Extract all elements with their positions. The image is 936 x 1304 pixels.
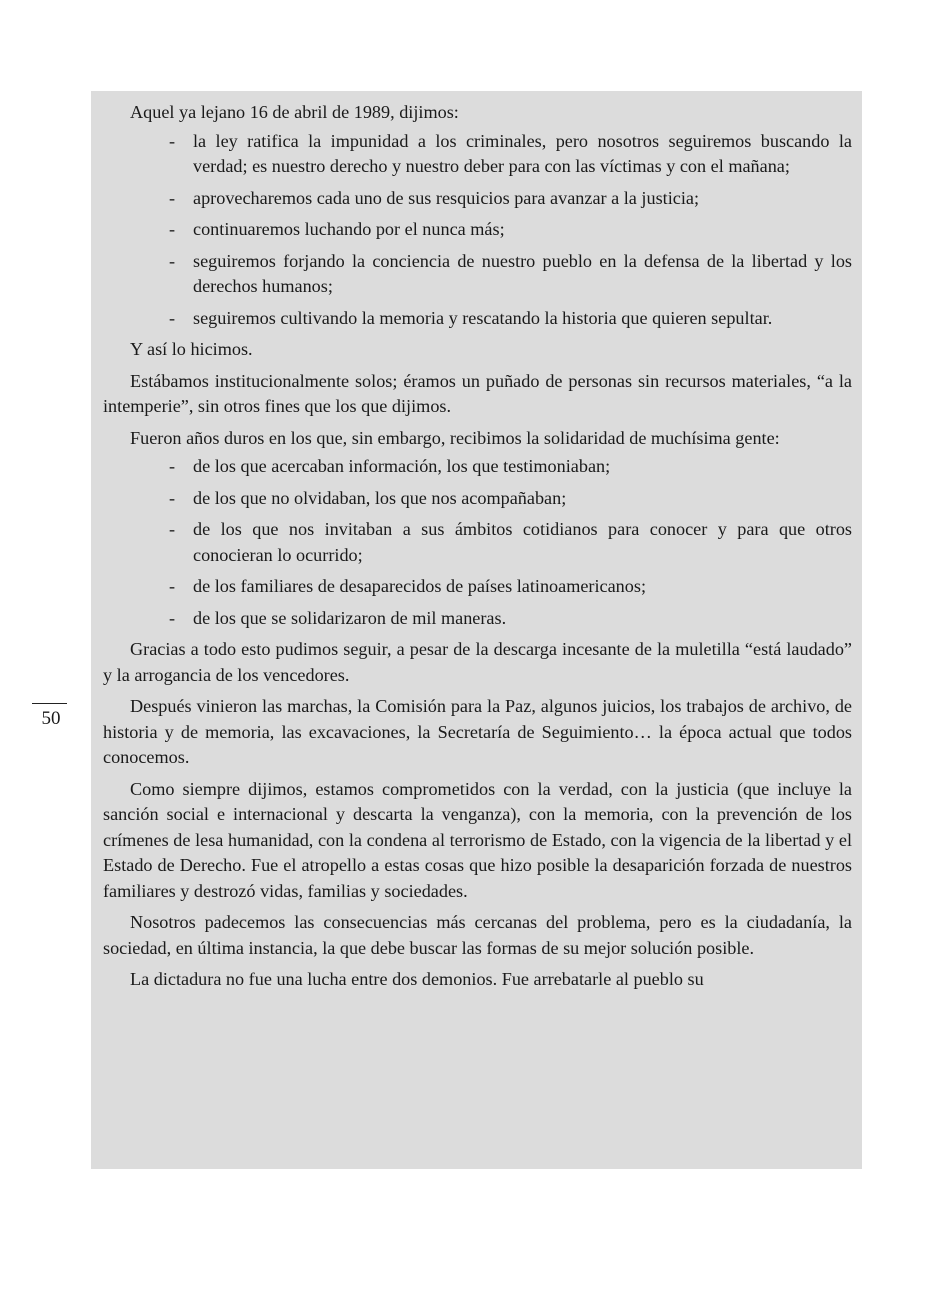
dash-marker: - [169,219,176,239]
dash-marker: - [169,487,176,508]
list-item-text: de los que se solidarizaron de mil maneras. [193,607,507,628]
paragraph-despues: Después vinieron las marchas, la Comisión para la Paz, algunos juicios, los trabajos de archivo, de historia y de memoria, las excavaciones, la Secretaría de Seguimiento… la época actual que todos conocemos. [103,696,852,767]
dash-marker: - [169,130,176,151]
paragraph-gracias: Gracias a todo esto pudimos seguir, a pesar de la descarga incesante de la muletilla “está laudado” y la arrogancia de los vencedores. [103,639,852,685]
dash-marker: - [169,307,176,328]
dash-marker: - [169,519,176,539]
dash-marker: - [169,250,176,271]
paragraph-solos: Estábamos institucionalmente solos; éramos un puñado de personas sin recursos materiales, “a la intemperie”, sin otros fines que los que dijimos. [103,370,852,416]
dash-marker: - [169,456,176,476]
list-item-text: la ley ratifica la impunidad a los criminales, pero nosotros seguiremos buscando la verdad; es nuestro derecho y nuestro deber para con las víctimas y con el mañana; [193,130,852,176]
list-item-text: seguiremos cultivando la memoria y rescatando la historia que quieren sepultar. [193,307,773,328]
list-item [103,186,852,212]
list-item [103,129,852,180]
list-item-text: de los que nos invitaban a sus ámbitos cotidianos para conocer y para que otros conocieran lo ocurrido; [193,519,852,565]
list-item-text: continuaremos luchando por el nunca más; [193,219,505,239]
paragraph-duros: Fueron años duros en los que, sin embargo, recibimos la solidaridad de muchísima gente: [130,427,780,448]
paragraph-hicimos: Y así lo hicimos. [130,339,253,359]
dash-marker: - [169,607,176,628]
solidarity-list [103,454,852,631]
list-item-text: de los que no olvidaban, los que nos acompañaban; [193,487,567,508]
list-item [103,454,852,480]
list-item [103,306,852,332]
list-item [103,217,852,243]
list-item [103,249,852,300]
list-item [103,517,852,568]
list-item-text: de los familiares de desaparecidos de países latinoamericanos; [193,576,647,596]
paragraph-nosotros: Nosotros padecemos las consecuencias más cercanas del problema, pero es la ciudadanía, la sociedad, en última instancia, la que debe buscar las formas de su mejor solución posible. [103,912,852,958]
page-number-rule [32,703,67,704]
list-item-text: de los que acercaban información, los que testimoniaban; [193,456,611,476]
paragraph-dictadura: La dictadura no fue una lucha entre dos demonios. Fue arrebatarle al pueblo su [130,969,704,989]
list-item [103,574,852,600]
dash-marker: - [169,576,176,596]
declaration-list [103,129,852,332]
paragraph-como: Como siempre dijimos, estamos comprometidos con la verdad, con la justicia (que incluye la sanción social e internacional y descarta la venganza), con la memoria, con la prevención de los crímenes de lesa humanidad, con la condena al terrorismo de Estado, con la vigencia de la libertad y el Estado de Derecho. Fue el atropello a estas cosas que hizo posible la desaparición forzada de nuestros familiares y destrozó vidas, familias y sociedades. [103,778,852,901]
list-item-text: seguiremos forjando la conciencia de nuestro pueblo en la defensa de la libertad y los derechos humanos; [193,250,852,296]
intro-paragraph: Aquel ya lejano 16 de abril de 1989, dijimos: [130,102,459,122]
list-item [103,486,852,512]
shaded-text-box [91,91,862,1169]
list-item [103,606,852,632]
dash-marker: - [169,187,176,208]
list-item-text: aprovecharemos cada uno de sus resquicios para avanzar a la justicia; [193,187,699,208]
page-number: 50 [41,708,61,729]
